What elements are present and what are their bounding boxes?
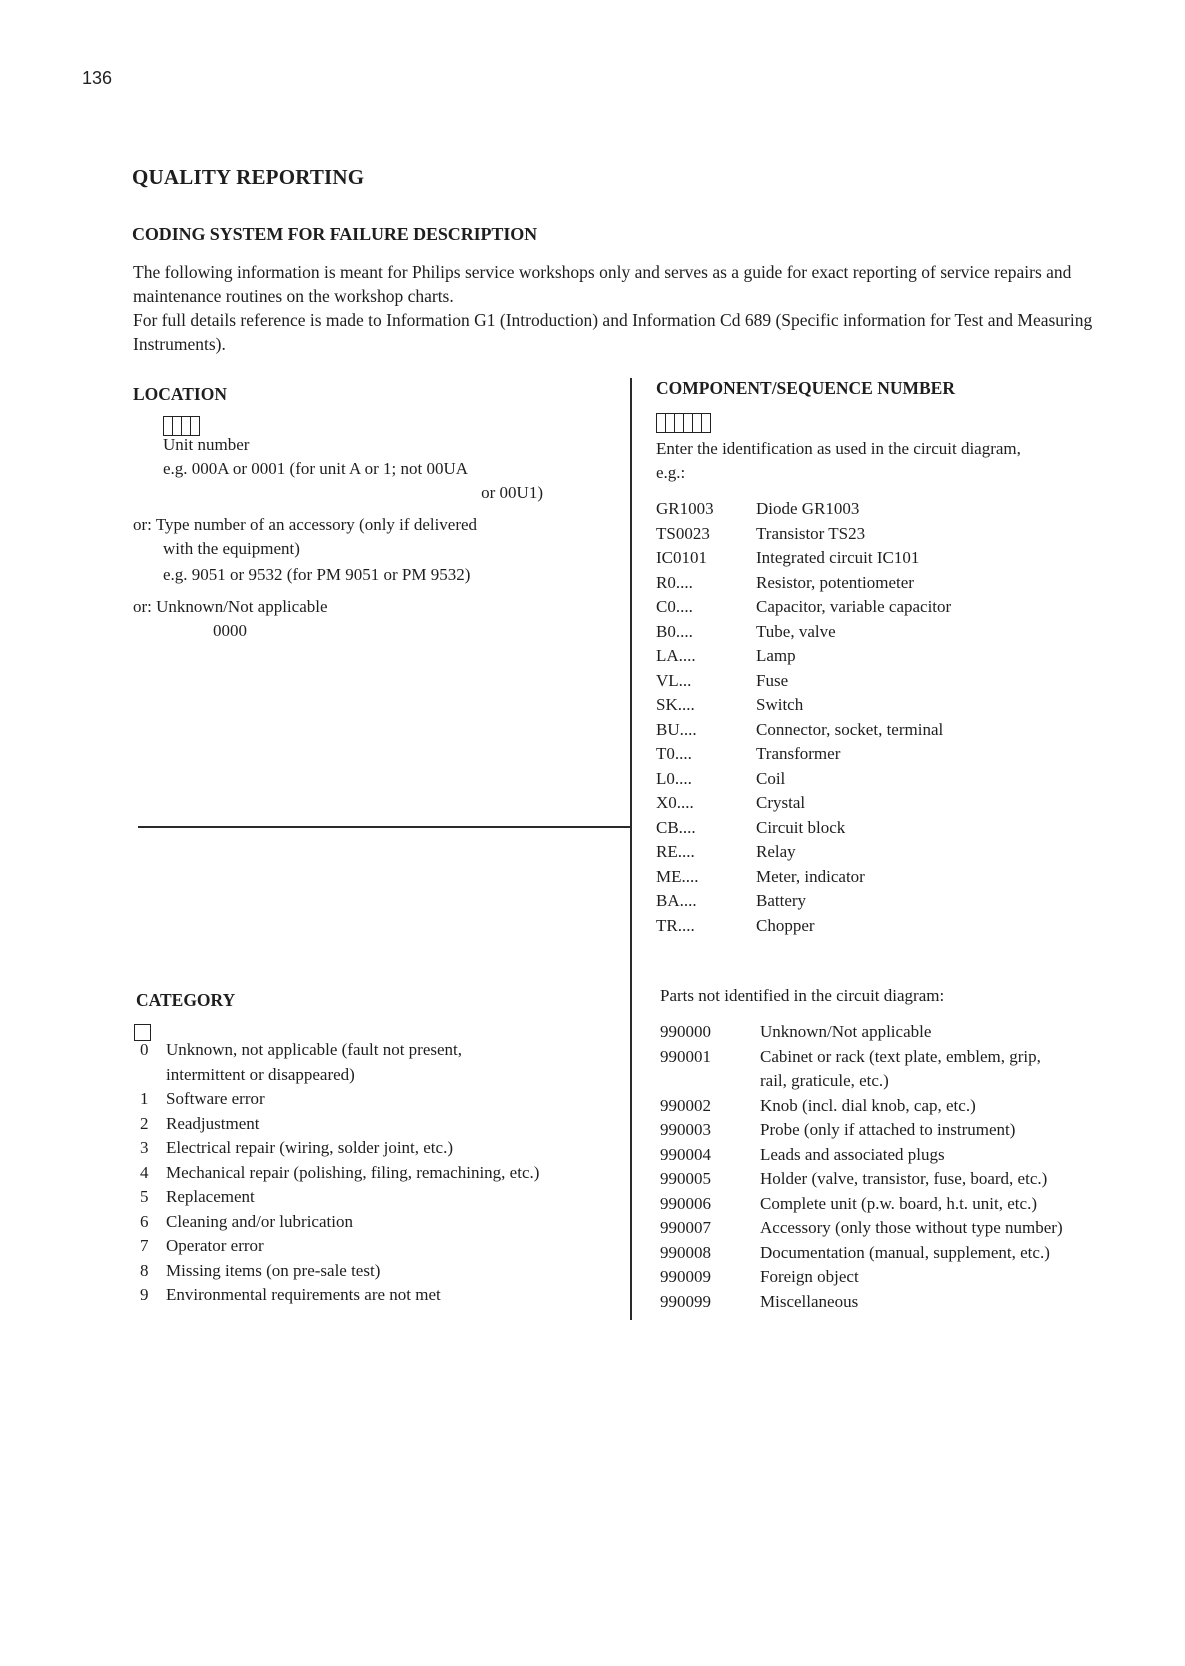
table-row <box>660 1020 1063 1045</box>
unit-example-line-1: e.g. 000A or 0001 (for unit A or 1; not 00UA <box>163 459 469 478</box>
desc-cell: Lamp <box>756 646 796 665</box>
table-row <box>136 1112 539 1137</box>
desc-cell: Unknown/Not applicable <box>760 1022 932 1041</box>
category-desc: Electrical repair (wiring, solder joint, etc.) <box>166 1138 453 1157</box>
table-row <box>660 1241 1063 1266</box>
desc-line: rail, graticule, etc.) <box>760 1071 889 1090</box>
code-cell: L0.... <box>656 768 692 788</box>
table-row <box>136 1185 539 1210</box>
component-intro-text: Enter the identification as used in the circuit diagram, <box>656 439 1021 458</box>
code-cell: VL... <box>656 670 692 690</box>
desc-cell: Miscellaneous <box>760 1291 859 1311</box>
desc-cell: Battery <box>756 891 807 910</box>
table-row <box>136 1283 539 1308</box>
intro-line-2: For full details reference is made to Information G1 (Introduction) and Information Cd 689 (Specific information for Test and Measuring Instruments). <box>133 310 1093 354</box>
desc-cell: Transistor TS23 <box>756 523 866 543</box>
table-row <box>656 791 951 816</box>
table-row <box>660 1118 1063 1143</box>
table-row <box>656 865 951 890</box>
unknown-code: 0000 <box>213 621 247 640</box>
desc-cell: Holder (valve, transistor, fuse, board, etc.) <box>760 1169 1048 1188</box>
code-cell: 990006 <box>660 1193 711 1213</box>
table-row <box>660 1143 1063 1168</box>
category-desc <box>166 1038 539 1087</box>
component-heading: COMPONENT/SEQUENCE NUMBER <box>656 378 955 398</box>
category-number: 9 <box>140 1285 149 1304</box>
desc-cell: Diode GR1003 <box>756 499 860 518</box>
category-desc: Cleaning and/or lubrication <box>166 1211 353 1231</box>
code-cell: IC0101 <box>656 548 707 567</box>
desc-line: Cabinet or rack (text plate, emblem, grip, <box>760 1046 1041 1066</box>
category-number: 8 <box>140 1260 149 1280</box>
category-number: 5 <box>140 1187 149 1206</box>
category-desc: Software error <box>166 1089 265 1108</box>
desc-cell: Knob (incl. dial knob, cap, etc.) <box>760 1095 976 1115</box>
parts-intro: Parts not identified in the circuit diagram: <box>660 986 945 1005</box>
accessory-text-2: with the equipment) <box>163 539 300 558</box>
category-heading: CATEGORY <box>136 990 236 1010</box>
desc-line: intermittent or disappeared) <box>166 1064 355 1084</box>
table-row <box>660 1167 1063 1192</box>
code-cell: 990000 <box>660 1022 711 1041</box>
desc-cell: Coil <box>756 768 786 788</box>
desc-cell: Documentation (manual, supplement, etc.) <box>760 1242 1050 1262</box>
desc-cell: Connector, socket, terminal <box>756 719 944 739</box>
category-number: 7 <box>140 1236 149 1255</box>
intro-paragraph <box>133 260 1123 356</box>
code-cell: R0.... <box>656 572 693 592</box>
category-desc: Operator error <box>166 1236 264 1255</box>
or-prefix-2: or: <box>133 597 152 616</box>
component-intro <box>656 437 1136 485</box>
desc-cell: Switch <box>756 695 804 714</box>
desc-cell: Transformer <box>756 744 841 763</box>
code-cell: 990099 <box>660 1291 711 1311</box>
category-number: 4 <box>140 1162 149 1182</box>
code-cell: CB.... <box>656 817 696 837</box>
code-cell: 990005 <box>660 1169 711 1188</box>
category-number: 6 <box>140 1211 149 1231</box>
table-row <box>656 840 951 865</box>
category-desc: Missing items (on pre-sale test) <box>166 1260 381 1280</box>
category-desc: Mechanical repair (polishing, filing, remachining, etc.) <box>166 1162 540 1182</box>
desc-cell: Chopper <box>756 915 815 935</box>
table-row <box>660 1265 1063 1290</box>
code-cell: 990002 <box>660 1095 711 1115</box>
table-row <box>656 669 951 694</box>
desc-cell: Capacitor, variable capacitor <box>756 597 952 616</box>
code-cell: SK.... <box>656 695 695 714</box>
desc-cell: Fuse <box>756 670 789 690</box>
table-row <box>656 742 951 767</box>
category-desc: Readjustment <box>166 1113 260 1133</box>
component-eg: e.g.: <box>656 463 686 482</box>
desc-cell: Relay <box>756 842 796 861</box>
accessory-example: e.g. 9051 or 9532 (for PM 9051 or PM 9532) <box>163 565 471 584</box>
accessory-text: Type number of an accessory (only if delivered <box>155 515 478 534</box>
desc-cell: Crystal <box>756 793 806 812</box>
code-cell: 990001 <box>660 1046 711 1066</box>
desc-cell: Leads and associated plugs <box>760 1144 945 1164</box>
location-description <box>133 433 593 643</box>
table-row <box>136 1234 539 1259</box>
code-cell: 990003 <box>660 1120 711 1139</box>
code-cell: 990008 <box>660 1242 711 1262</box>
table-row <box>656 889 951 914</box>
desc-cell: Complete unit (p.w. board, h.t. unit, etc.) <box>760 1193 1037 1213</box>
component-code-box-icon <box>656 413 711 433</box>
desc-cell: Accessory (only those without type number) <box>760 1218 1063 1237</box>
table-row <box>136 1161 539 1186</box>
code-cell: BU.... <box>656 719 697 739</box>
component-code-table <box>656 497 951 938</box>
code-cell: X0.... <box>656 793 694 812</box>
code-cell: RE.... <box>656 842 695 861</box>
parts-code-table <box>660 1020 1063 1314</box>
code-cell: BA.... <box>656 891 697 910</box>
code-cell: T0.... <box>656 744 692 763</box>
desc-cell: Resistor, potentiometer <box>756 572 914 592</box>
code-cell: 990007 <box>660 1218 711 1237</box>
category-desc: Environmental requirements are not met <box>166 1285 441 1304</box>
table-row <box>136 1038 539 1087</box>
code-cell: 990004 <box>660 1144 711 1164</box>
table-row <box>656 767 951 792</box>
table-row <box>656 620 951 645</box>
category-number: 2 <box>140 1113 149 1133</box>
code-cell: ME.... <box>656 866 699 886</box>
page-title: QUALITY REPORTING <box>132 165 365 189</box>
table-row <box>136 1087 539 1112</box>
code-cell: GR1003 <box>656 499 714 518</box>
table-row <box>656 914 951 939</box>
category-number: 1 <box>140 1089 149 1108</box>
location-heading: LOCATION <box>133 384 227 404</box>
table-row <box>656 522 951 547</box>
section-subtitle: CODING SYSTEM FOR FAILURE DESCRIPTION <box>132 224 538 244</box>
table-row <box>136 1259 539 1284</box>
table-row <box>656 718 951 743</box>
table-row <box>656 644 951 669</box>
page-number: 136 <box>82 68 113 88</box>
table-row <box>656 816 951 841</box>
table-row <box>660 1290 1063 1315</box>
table-row <box>656 497 951 522</box>
unit-number-label: Unit number <box>163 435 250 454</box>
table-row <box>656 693 951 718</box>
desc-cell: Probe (only if attached to instrument) <box>760 1120 1016 1139</box>
desc-cell: Meter, indicator <box>756 866 865 886</box>
category-desc: Replacement <box>166 1187 255 1206</box>
desc-cell: Foreign object <box>760 1267 859 1286</box>
unknown-text: Unknown/Not applicable <box>156 597 328 616</box>
desc-cell: Integrated circuit IC101 <box>756 548 920 567</box>
intro-line-1: The following information is meant for Philips service workshops only and serves as a guide for exact reporting of service repairs and maintenance routines on the workshop charts. <box>133 262 1072 306</box>
table-row <box>136 1210 539 1235</box>
code-cell: B0.... <box>656 621 693 641</box>
desc-cell <box>760 1045 1063 1094</box>
desc-cell: Tube, valve <box>756 621 836 641</box>
table-row <box>660 1192 1063 1217</box>
category-number: 0 <box>140 1040 149 1059</box>
category-table <box>136 1038 539 1308</box>
table-row <box>660 1216 1063 1241</box>
code-cell: LA.... <box>656 646 696 665</box>
desc-cell: Circuit block <box>756 817 846 837</box>
table-row <box>136 1136 539 1161</box>
desc-line: Unknown, not applicable (fault not present, <box>166 1040 463 1059</box>
table-row <box>656 571 951 596</box>
unit-example-line-2: or 00U1) <box>481 483 543 502</box>
section-divider <box>138 826 632 828</box>
category-number: 3 <box>140 1138 149 1157</box>
code-cell: 990009 <box>660 1267 711 1286</box>
code-cell: TS0023 <box>656 523 710 543</box>
code-cell: C0.... <box>656 597 693 616</box>
column-divider <box>630 378 632 1320</box>
table-row <box>660 1045 1063 1094</box>
table-row <box>660 1094 1063 1119</box>
code-cell: TR.... <box>656 915 695 935</box>
table-row <box>656 595 951 620</box>
or-prefix: or: <box>133 515 152 534</box>
table-row <box>656 546 951 571</box>
